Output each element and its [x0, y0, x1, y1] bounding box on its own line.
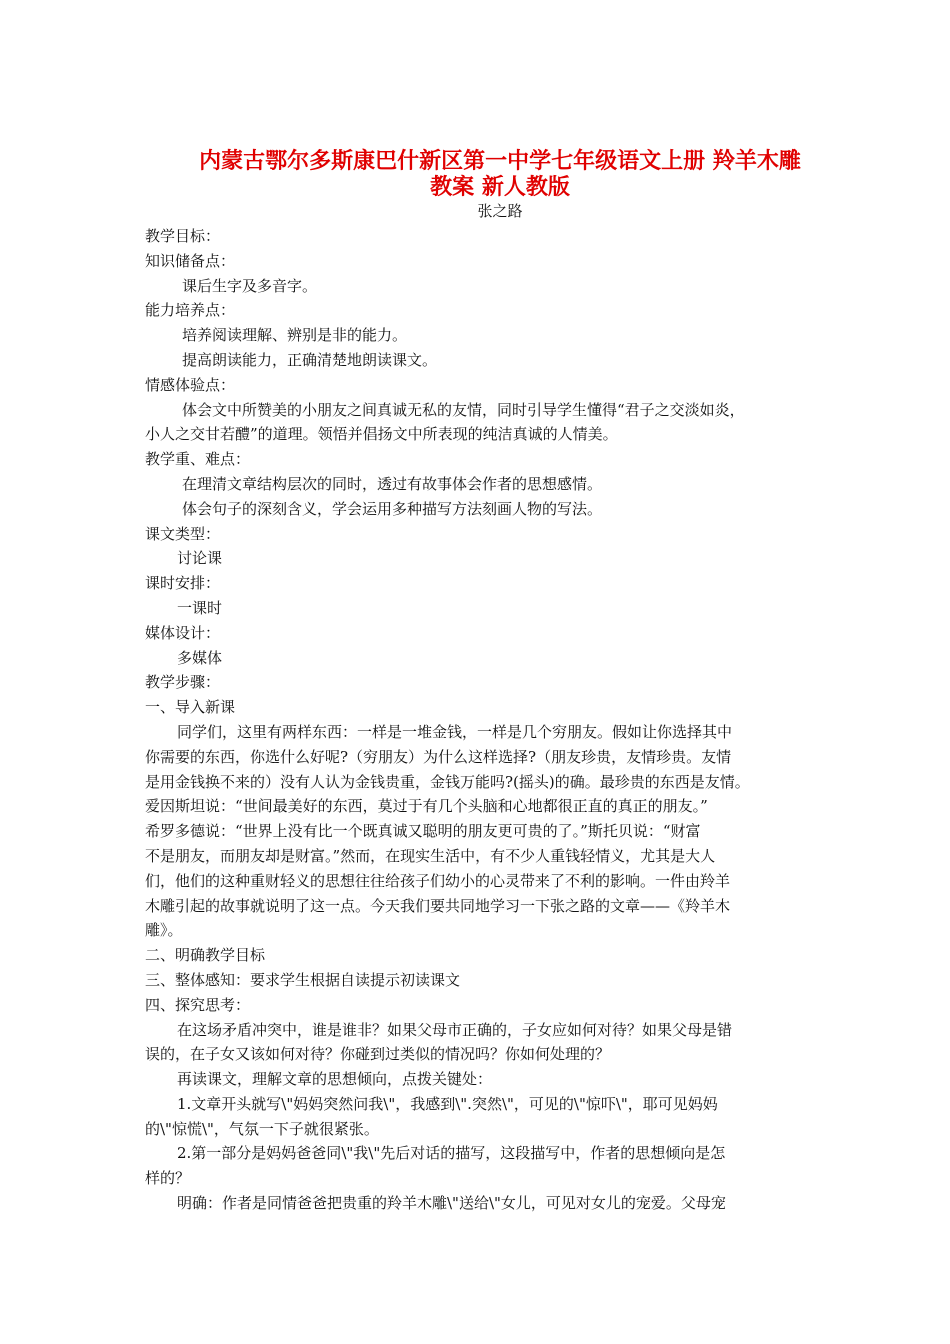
document-author: 张之路: [477, 202, 523, 220]
paragraph-line: 四、探究思考：: [145, 995, 251, 1014]
paragraph-line: 媒体设计：: [145, 623, 221, 642]
paragraph-line: 培养阅读理解、辨别是非的能力。: [182, 326, 408, 345]
paragraph-line: 2.第一部分是妈妈爸爸同\"我\"先后对话的描写，这段描写中，作者的思想倾向是怎: [177, 1144, 726, 1163]
paragraph-line: 提高朗读能力，正确清楚地朗读课文。: [182, 350, 438, 369]
paragraph-line: 体会句子的深刻含义，学会运用多种描写方法刻画人物的写法。: [182, 499, 603, 518]
paragraph-line: 课时安排：: [145, 574, 221, 593]
paragraph-line: 希罗多德说：“世界上没有比一个既真诚又聪明的朋友更可贵的了。”斯托贝说：“财富: [145, 822, 701, 841]
paragraph-line: 在理清文章结构层次的同时，透过有故事体会作者的思想感情。: [182, 474, 603, 493]
paragraph-line: 木雕引起的故事就说明了这一点。今天我们要共同地学习一下张之路的文章——《羚羊木: [145, 896, 731, 915]
paragraph-line: 情感体验点：: [145, 375, 236, 394]
paragraph-line: 二、明确教学目标: [145, 946, 266, 965]
document-title-line-2: 教案 新人教版: [430, 174, 570, 200]
paragraph-line: 明确：作者是同情爸爸把贵重的羚羊木雕\"送给\"女儿，可见对女儿的宠爱。父母宠: [177, 1194, 726, 1213]
paragraph-line: 再读课文，理解文章的思想倾向，点拨关键处：: [177, 1070, 493, 1089]
paragraph-line: 们，他们的这种重财轻义的思想往往给孩子们幼小的心灵带来了不利的影响。一件由羚羊: [145, 871, 731, 890]
paragraph-line: 教学重、难点：: [145, 450, 251, 469]
paragraph-line: 误的，在子女又该如何对待？你碰到过类似的情况吗？你如何处理的？: [145, 1045, 611, 1064]
paragraph-line: 三、整体感知：要求学生根据自读提示初读课文: [145, 970, 461, 989]
paragraph-line: 是用金钱换不来的）没有人认为金钱贵重，金钱万能吗?(摇头)的确。最珍贵的东西是友情。: [145, 772, 750, 791]
paragraph-line: 在这场矛盾冲突中，谁是谁非？如果父母市正确的，子女应如何对待？如果父母是错: [177, 1020, 733, 1039]
paragraph-line: 能力培养点：: [145, 301, 236, 320]
paragraph-line: 讨论课: [177, 549, 223, 568]
paragraph-line: 知识储备点：: [145, 251, 236, 270]
paragraph-line: 体会文中所赞美的小朋友之间真诚无私的友情，同时引导学生懂得“君子之交淡如炎，: [182, 400, 745, 419]
paragraph-line: 课文类型：: [145, 524, 221, 543]
paragraph-line: 同学们，这里有两样东西：一样是一堆金钱，一样是几个穷朋友。假如让你选择其中: [177, 722, 733, 741]
document-title-line-1: 内蒙古鄂尔多斯康巴什新区第一中学七年级语文上册 羚羊木雕: [199, 148, 801, 174]
paragraph-line: 1.文章开头就写\"妈妈突然问我\"，我感到\".突然\"，可见的\"惊吓\"，耶可见妈妈: [177, 1094, 718, 1113]
paragraph-line: 小人之交甘若醴”的道理。领悟并倡扬文中所表现的纯洁真诚的人情美。: [145, 425, 618, 444]
paragraph-line: 雕》。: [145, 921, 183, 940]
paragraph-line: 一、导入新课: [145, 698, 236, 717]
paragraph-line: 样的？: [145, 1169, 191, 1188]
paragraph-line: 不是朋友，而朋友却是财富。”然而，在现实生活中，有不少人重钱轻情义，尤其是大人: [145, 846, 716, 865]
paragraph-line: 一课时: [177, 598, 223, 617]
paragraph-line: 爱因斯坦说：“世间最美好的东西，莫过于有几个头脑和心地都很正直的真正的朋友。”: [145, 797, 708, 816]
paragraph-line: 教学目标：: [145, 227, 221, 245]
paragraph-line: 多媒体: [177, 648, 223, 667]
document-body: [145, 224, 825, 1216]
paragraph-line: 你需要的东西，你选什么好呢?（穷朋友）为什么这样选择?（朋友珍贵，友情珍贵。友情: [145, 747, 732, 766]
paragraph-line: 的\"惊慌\"，气氛一下子就很紧张。: [145, 1119, 379, 1138]
paragraph-line: 课后生字及多音字。: [182, 276, 318, 295]
paragraph-line: 教学步骤：: [145, 673, 221, 692]
